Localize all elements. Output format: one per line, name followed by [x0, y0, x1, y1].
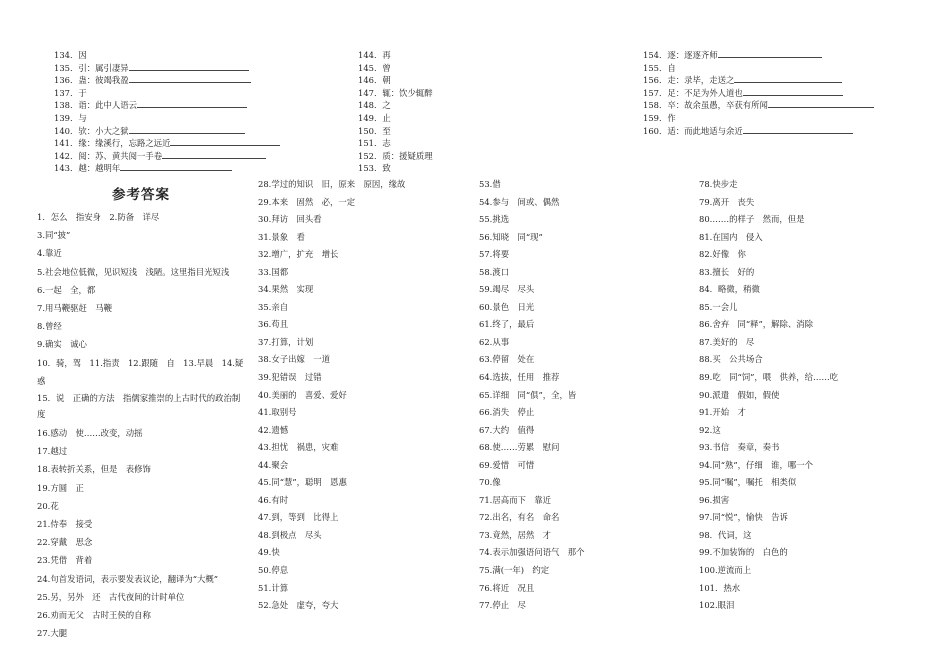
- answer-item: 101．热水: [699, 582, 741, 593]
- answer-item: 65.详细 同“俱”，全，皆: [479, 389, 577, 400]
- answer-blank[interactable]: [129, 125, 245, 134]
- question-item: 151．志: [358, 138, 391, 149]
- answer-item: 18.表转折关系，但是 表修饰: [37, 464, 151, 475]
- answer-item: 75.满(一年) 约定: [479, 565, 550, 576]
- answer-item: 32.增广，扩充 增长: [258, 249, 339, 260]
- answer-item: 69.爱惜 可惜: [479, 459, 535, 470]
- answer-item: 77.停止 尽: [479, 600, 526, 611]
- answer-item: 33.国都: [258, 266, 289, 277]
- answer-item: 47.到，等到 比得上: [258, 512, 339, 523]
- answer-item: 74.表示加强语问语气 那个: [479, 547, 585, 558]
- answer-column-3: [479, 176, 689, 615]
- answer-item: 49.快: [258, 547, 280, 558]
- answer-item: 60.景色 日光: [479, 301, 535, 312]
- answer-item: 67.大约 值得: [479, 424, 535, 435]
- answer-column-2: [258, 176, 468, 615]
- answer-blank[interactable]: [137, 99, 247, 108]
- answer-item: 66.消失 停止: [479, 407, 535, 418]
- answer-item: 45.同“慧”，聪明 恩惠: [258, 477, 347, 488]
- answer-item: 3.同“披”: [37, 230, 71, 241]
- answer-item: 96.损害: [699, 494, 730, 505]
- answer-item: 27.大腿: [37, 628, 68, 639]
- answer-item: 42.遗憾: [258, 424, 289, 435]
- question-item: 152．质：援疑质理: [358, 150, 433, 161]
- answer-item: 55.挑选: [479, 214, 510, 225]
- answer-item: 80.……的样子 然而，但是: [699, 214, 805, 225]
- answer-item: 102.眼泪: [699, 600, 735, 611]
- answer-item: 83.擅长 好的: [699, 266, 755, 277]
- answer-item: 57.将要: [479, 249, 510, 260]
- answer-blank[interactable]: [718, 49, 822, 58]
- answer-blank[interactable]: [129, 74, 251, 83]
- answer-blank[interactable]: [768, 99, 874, 108]
- question-item: 147．辄：饮少辄醉: [358, 87, 433, 98]
- answer-item: 100.逆流而上: [699, 565, 752, 576]
- answer-item: 53.借: [479, 179, 501, 189]
- answer-item: 8.曾经: [37, 321, 62, 332]
- answers-title: 参考答案: [112, 187, 170, 203]
- answer-item: 50.停息: [258, 565, 289, 576]
- question-item: 144．再: [358, 50, 391, 60]
- answer-column-1: [37, 208, 247, 642]
- answer-item: 76.将近 况且: [479, 582, 535, 593]
- answer-item: 43.担忧 祸患，灾难: [258, 442, 339, 453]
- question-item: 145．曾: [358, 62, 391, 73]
- question-item: 148．之: [358, 100, 391, 111]
- question-column-1: [54, 49, 280, 175]
- question-item: 140．欤：小大之狱: [54, 125, 280, 138]
- question-item: 159．作: [643, 112, 676, 123]
- answer-column-4: [699, 176, 929, 615]
- answer-blank[interactable]: [734, 74, 842, 83]
- question-item: 137．于: [54, 87, 87, 98]
- answer-blank[interactable]: [170, 137, 280, 146]
- question-item: 134．因: [54, 50, 87, 60]
- answer-item: 86.舍弃 同“释”，解除、消除: [699, 319, 814, 330]
- answer-item: 4.靠近: [37, 248, 62, 259]
- answer-item: 62.从事: [479, 336, 510, 347]
- answer-item: 51.计算: [258, 582, 289, 593]
- answer-item: 90.派遣 假如，假使: [699, 389, 780, 400]
- question-item: 158．卒：故余虽愚，卒获有所闻: [643, 99, 874, 112]
- answer-item: 39.犯错误 过错: [258, 372, 322, 383]
- answer-item: 41.取别号: [258, 407, 297, 418]
- question-column-3: [643, 49, 874, 137]
- answer-item: 35.亲自: [258, 301, 289, 312]
- answer-item: 87.美好的 尽: [699, 336, 755, 347]
- question-item: 149．止: [358, 112, 391, 123]
- answer-item: 79.离开 丧失: [699, 196, 755, 207]
- answer-item: 71.居高而下 靠近: [479, 494, 551, 505]
- answer-item: 20.花: [37, 500, 59, 511]
- answer-blank[interactable]: [743, 125, 853, 134]
- answer-item: 16.感动 使……改变，动摇: [37, 428, 143, 439]
- question-item: 136．蛊：彼竭我盈: [54, 74, 280, 87]
- question-column-2: [358, 49, 433, 175]
- answer-item: 61.终了，最后: [479, 319, 535, 330]
- answer-item: 89.吃 同“饲”，喂 供养，给……吃: [699, 372, 839, 383]
- answer-item: 15．说 正确的方法 指儒家推崇的上古时代的政治制度: [37, 393, 241, 420]
- question-item: 160．适：而此地适与余近: [643, 125, 874, 138]
- answer-item: 88.买 公共场合: [699, 354, 763, 365]
- answer-item: 98．代词，这: [699, 529, 752, 540]
- answer-item: 6.一起 全，都: [37, 284, 96, 295]
- answer-item: 99.不加装饰的 白色的: [699, 547, 788, 558]
- question-item: 153．致: [358, 163, 391, 174]
- answer-item: 81.在国内 侵入: [699, 231, 763, 242]
- answer-item: 93.书信 奏章，奏书: [699, 442, 780, 453]
- question-item: 141．缘：缘溪行，忘路之远近: [54, 137, 280, 150]
- answer-item: 17.越过: [37, 446, 68, 457]
- answer-item: 7.用马鞭驱赶 马鞭: [37, 303, 112, 314]
- answer-item: 68.使……劳累 慰问: [479, 442, 560, 453]
- answer-item: 10．骑，驾 11.指责 12.跟随 自 13.早晨 14.疑惑: [37, 357, 244, 386]
- answer-item: 94.同“熟”，仔细 谁，哪一个: [699, 459, 814, 470]
- answer-item: 64.选拔，任用 推荐: [479, 372, 560, 383]
- question-item: 146．朝: [358, 75, 391, 86]
- answer-item: 85.一会儿: [699, 301, 738, 312]
- answer-item: 70.像: [479, 477, 501, 488]
- answer-item: 97.同“悦”，愉快 告诉: [699, 512, 788, 523]
- question-item: 135．引：属引凄异: [54, 62, 280, 75]
- question-item: 156．走：录毕，走送之: [643, 74, 874, 87]
- answer-item: 26.劝而无父 古时王侯的自称: [37, 610, 151, 621]
- answer-item: 34.果然 实现: [258, 284, 314, 295]
- answer-item: 58.渡口: [479, 266, 510, 277]
- answer-item: 63.停留 处在: [479, 354, 535, 365]
- answer-item: 72.出名，有名 命名: [479, 512, 560, 523]
- answer-blank[interactable]: [120, 162, 232, 171]
- answer-item: 37.打算，计划: [258, 336, 314, 347]
- answer-item: 21.侍奉 接受: [37, 519, 93, 530]
- question-item: 150．至: [358, 125, 391, 136]
- answer-item: 28.学过的知识 旧，原来 原因，缘故: [258, 179, 406, 189]
- answer-item: 78.快步走: [699, 179, 738, 189]
- answer-item: 46.有时: [258, 494, 289, 505]
- answer-item: 30.拜访 回头看: [258, 214, 322, 225]
- answer-item: 40.美丽的 喜爱、爱好: [258, 389, 347, 400]
- answer-item: 44.聚会: [258, 459, 289, 470]
- answer-item: 91.开始 才: [699, 407, 746, 418]
- answer-item: 29.本来 固然 必，一定: [258, 196, 356, 207]
- question-item: 143．越：越明年: [54, 162, 280, 175]
- answer-item: 84．略微，稍微: [699, 284, 760, 295]
- question-item: 157．足：不足为外人道也: [643, 87, 874, 100]
- answer-item: 59.竭尽 尽头: [479, 284, 535, 295]
- answer-item: 31.景象 看: [258, 231, 305, 242]
- answer-item: 48.到极点 尽头: [258, 529, 322, 540]
- question-item: 142．阅：苏、黄共阅一手卷: [54, 150, 280, 163]
- answer-item: 9.确实 诚心: [37, 339, 87, 350]
- answer-item: 1．怎么 指安身 2.防备 详尽: [37, 212, 160, 222]
- answer-item: 56.知晓 同“现”: [479, 231, 543, 242]
- answer-blank[interactable]: [129, 62, 249, 71]
- answer-item: 23.凭借 背着: [37, 555, 93, 566]
- answer-item: 82.好像 你: [699, 249, 746, 260]
- answer-blank[interactable]: [743, 87, 843, 96]
- answer-item: 36.苟且: [258, 319, 289, 330]
- answer-item: 22.穿戴 思念: [37, 537, 93, 548]
- answer-item: 25.另，另外 还 古代夜间的计时单位: [37, 591, 185, 602]
- question-item: 155．自: [643, 62, 676, 73]
- answer-item: 95.同“嘱”，嘱托 相类似: [699, 477, 797, 488]
- answer-blank[interactable]: [162, 150, 266, 159]
- answer-item: 92.这: [699, 424, 721, 435]
- question-item: 138．诣：此中人语云: [54, 99, 280, 112]
- answer-item: 19.方圆 正: [37, 482, 84, 493]
- answer-item: 52.急处 虚夸，夸大: [258, 600, 339, 611]
- answer-item: 38.女子出嫁 一道: [258, 354, 330, 365]
- answer-item: 5.社会地位低微，见识短浅 浅陋。这里指目光短浅: [37, 266, 230, 277]
- question-item: 139．与: [54, 112, 87, 123]
- question-item: 154．逐：逐逐齐师: [643, 49, 874, 62]
- answer-item: 54.参与 间或、偶然: [479, 196, 560, 207]
- answer-item: 24.句首发语词，表示要发表议论，翻译为“大概”: [37, 573, 219, 584]
- answer-item: 73.竟然，居然 才: [479, 529, 551, 540]
